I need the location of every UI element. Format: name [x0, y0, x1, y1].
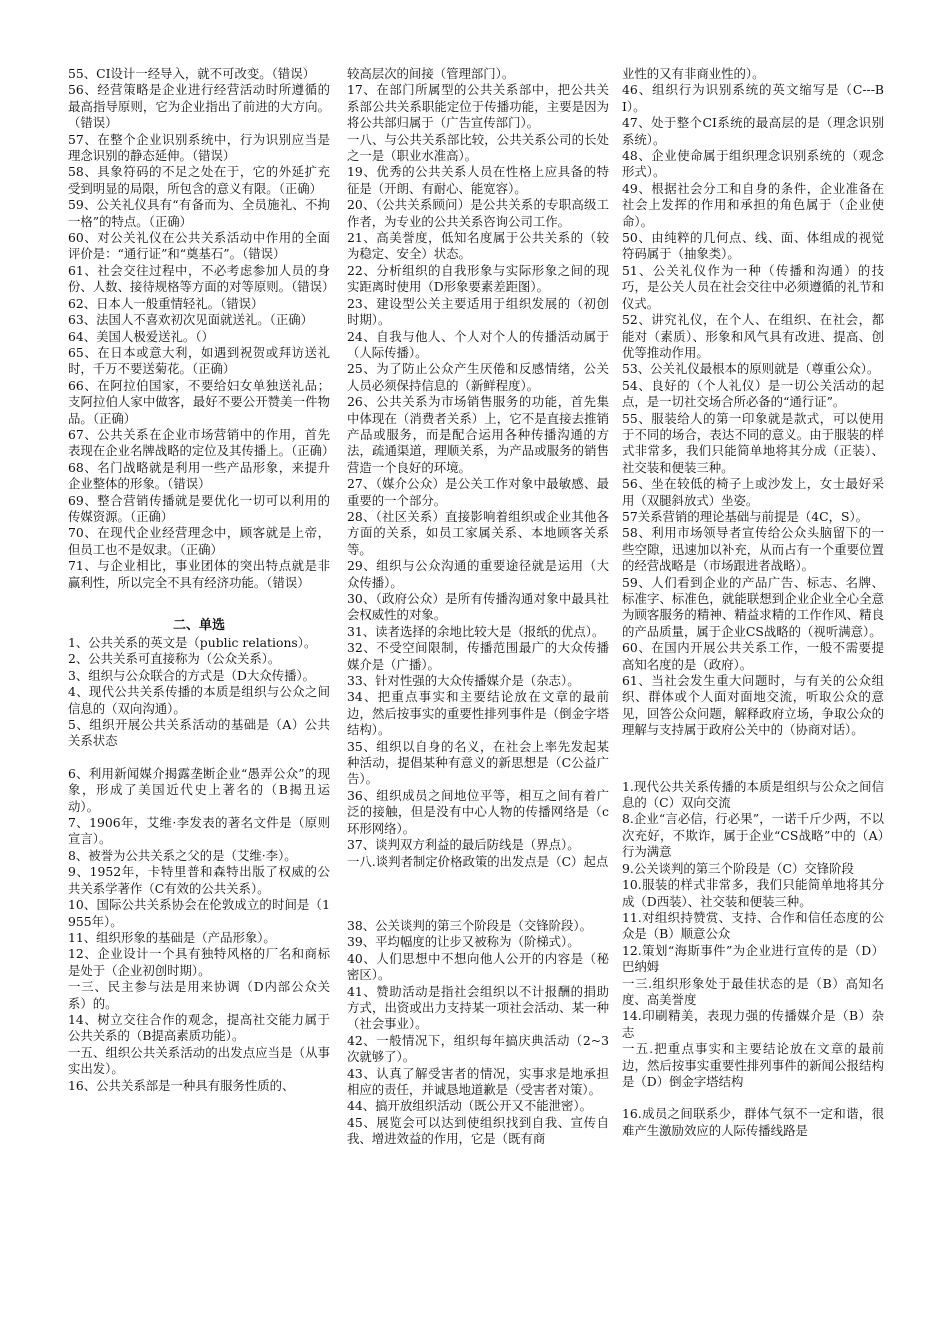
question-item: 55、CI设计一经导入，就不可改变。（错误） [68, 66, 315, 81]
question-item: 20、（公共关系顾问）是公共关系的专职高级工作者，为专业的公共关系咨询公司工作。 [347, 197, 609, 229]
question-item: 57、在整个企业识别系统中，行为识别应当是理念识别的静态延伸。（错误） [68, 131, 330, 164]
question-item: 31、读者选择的余地比较大是（报纸的优点）。 [347, 623, 605, 639]
question-item: 21、高美誉度，低知名度属于公共关系的（较为稳定、安全）状态。 [347, 230, 609, 262]
question-item: 39、平均幅度的让步又被称为（阶梯式）。 [347, 934, 580, 950]
question-item: 14.印刷精美，表现力强的传播媒介是（B）杂志 [622, 1008, 884, 1040]
column-3 [622, 66, 884, 1139]
question-item: 47、处于整个CI系统的最高层的是（理念识别系统）。 [622, 115, 884, 147]
question-item: 60、对公关礼仪在公共关系活动中作用的全面评价是：“通行证”和“奠基石”。（错误） [68, 230, 330, 262]
question-item: 一五、组织公共关系活动的出发点应当是（从事实出发）。 [68, 1044, 330, 1077]
column-2 [347, 66, 609, 1148]
question-item: 8.企业“言必信，行必果”，一诺千斤少两，不以次充好，不欺诈，属于企业“CS战略”中的（A）行为满意 [622, 811, 884, 860]
question-item: 67、公共关系在企业市场营销中的作用，首先表现在企业名牌战略的定位及其传播上。（正确） [68, 426, 335, 459]
question-item: 一三、民主参与法是用来协调（D内部公众关系）的。 [68, 979, 330, 1011]
question-item: 58、具象符码的不足之处在于，它的外延扩充受到明显的局限，所包含的意义有限。（正确） [68, 164, 330, 196]
question-item: 11、组织形象的基础是（产品形象）。 [68, 929, 276, 945]
question-item: 52、讲究礼仪，在个人、在组织、在社会，都能对（素质）、形象和风气具有改进、提高、创优等推动作用。 [622, 312, 884, 360]
question-item: 1.现代公共关系传播的本质是组织与公众之间信息的（C）双向交流 [622, 778, 884, 811]
question-item: 19、优秀的公共关系人员在性格上应具备的特征是（开朗、有耐心、能宽容）。 [347, 164, 609, 196]
single-choice-list [622, 66, 884, 739]
question-item: 26、公共关系为市场销售服务的功能，首先集中体现在（消费者关系）上，它不是直接去推销产品或服务，而是配合运用各种传播沟通的方法，疏通渠道，理顺关系，为产品或服务的销售营造一个良好的环境。 [347, 394, 609, 475]
question-item: 46、组织行为识别系统的英文缩写是（C---BI）。 [622, 82, 884, 114]
question-item: 62、日本人一般重情轻礼。（错误） [68, 295, 264, 311]
question-item: 11.对组织持赞赏、支持、合作和信任态度的公众是（B）顺意公众 [622, 909, 884, 942]
spacer [622, 1090, 884, 1106]
question-item: 35、组织以自身的名义，在社会上率先发起某种活动，提倡某种有意义的新思想是（C公益广告）。 [347, 738, 609, 787]
question-item: 56、经营策略是企业进行经营活动时所遵循的最高指导原则，它为企业指出了前进的大方向。（错误） [68, 82, 330, 131]
question-item: 44、搞开放组织活动（既公开又不能泄密）。 [347, 1098, 592, 1114]
question-item: 5、组织开展公共关系活动的基础是（A）公共关系状态 [68, 717, 330, 749]
question-item: 一三.组织形象处于最佳状态的是（B）高知名度、高美誉度 [622, 975, 884, 1007]
question-item: 较高层次的间接（管理部门）。 [347, 66, 515, 81]
question-item: 4、现代公共关系传播的本质是组织与公众之间信息的（双向沟通）。 [68, 684, 330, 716]
question-item: 70、在现代企业经营理念中，顾客就是上帝，但员工也不是奴隶。（正确） [68, 525, 330, 557]
question-item: 12、企业设计一个具有独特风格的厂名和商标是处于（企业初创时期）。 [68, 946, 330, 978]
question-item: 65、在日本或意大利，如遇到祝贺或拜访送礼时，千万不要送菊花。（正确） [68, 344, 330, 377]
spacer [347, 870, 609, 918]
question-item: 一五.把重点事实和主要结论放在文章的最前边，然后按事实重要性排列事件的新闻公报结构是（D）倒金字塔结构 [622, 1041, 884, 1089]
single-choice-list [347, 918, 609, 1148]
question-item: 60、在国内开展公共关系工作，一般不需要提高知名度的是（政府）。 [622, 640, 884, 672]
question-item: 61、社会交往过程中，不必考虑参加人员的身份、人数、接待规格等方面的对等原则。（错误） [68, 262, 335, 295]
review-question-list [622, 779, 884, 1091]
question-item: 50、由纯粹的几何点、线、面、体组成的视觉符码属于（抽象类）。 [622, 230, 884, 262]
question-item: 42、一般情况下，组织每年搞庆典活动（2~3次就够了）。 [347, 1032, 609, 1065]
question-item: 59、公关礼仪具有“有备而为、全员施礼、不拘一格”的特点。（正确） [68, 197, 330, 229]
question-item: 56、坐在较低的椅子上或沙发上，女士最好采用（双腿斜放式）坐姿。 [622, 476, 884, 508]
question-item: 37、谈判双方利益的最后防线是（界点）。 [347, 837, 580, 853]
question-item: 40、人们思想中不想向他人公开的内容是（秘密区）。 [347, 950, 609, 983]
question-item: 9、1952年，卡特里普和森特出版了权威的公共关系学著作（C有效的公共关系）。 [68, 864, 330, 896]
question-item: 28、（社区关系）直接影响着组织或企业其他各方面的关系，如员工家属关系、本地顾客关系等。 [347, 508, 609, 557]
question-item: 9.公关谈判的第三个阶段是（C）交锋阶段 [622, 860, 854, 876]
single-choice-list [68, 635, 330, 1094]
question-item: 17、在部门所属型的公共关系部中，把公共关系部公共关系职能定位于传播功能，主要是因为将公共部归属于（广告宣传部门）。 [347, 82, 609, 131]
blank-line [68, 750, 330, 766]
question-item: 61、当社会发生重大问题时，与有关的公众组织、群体或个人面对面地交流，听取公众的意见，回答公众问题，解释政府立场，争取公众的理解与支持属于政府公关中的（协商对话）。 [622, 673, 884, 738]
document-page [68, 66, 888, 1330]
question-item: 8、被誉为公共关系之父的是（艾维·李）。 [68, 847, 297, 863]
question-item: 7、1906年，艾维·李发表的著名文件是（原则宣言）。 [68, 815, 330, 847]
question-item: 2、公共关系可直接称为（公众关系）。 [68, 651, 281, 667]
question-item: 3、组织与公众联合的方式是（D大众传播）。 [68, 667, 316, 683]
question-item: 29、组织与公众沟通的重要途径就是运用（大众传播）。 [347, 558, 609, 590]
question-item: 66、在阿拉伯国家，不要给妇女单独送礼品；支阿拉伯人家中做客，最好不要公开赞美一件物品。（正确） [68, 377, 330, 426]
question-item: 45、展览会可以达到使组织找到自我、宣传自我、增进效益的作用，它是（既有商 [347, 1114, 609, 1147]
question-item: 58、利用市场领导者宣传给公众头脑留下的一些空隙，迅速加以补充，从而占有一个重要位置的经营战略是（市场跟进者战略）。 [622, 525, 884, 574]
review-question-list [622, 1106, 884, 1139]
question-item: 6、利用新闻媒介揭露垄断企业“愚弄公众”的现象，形成了美国近代史上著名的（B揭丑运动）。 [68, 765, 330, 814]
question-item: 64、美国人极爱送礼。（） [68, 328, 214, 344]
question-item: 1、公共关系的英文是（public relations）。 [68, 635, 317, 650]
spacer [622, 739, 884, 779]
question-item: 57关系营销的理论基础与前提是（4C，S）。 [622, 508, 869, 524]
question-item: 48、企业使命属于组织理念识别系统的（观念形式）。 [622, 148, 884, 180]
question-item: 68、名门战略就是利用一些产品形象，来提升企业整体的形象。（错误） [68, 459, 330, 492]
question-item: 10、国际公共关系协会在伦敦成立的时间是（1955年）。 [68, 897, 330, 929]
true-false-list [68, 66, 335, 591]
question-item: 业性的又有非商业性的）。 [622, 66, 765, 81]
question-item: 一八.谈判者制定价格政策的出发点是（C）起点 [347, 853, 609, 869]
question-item: 14、树立交往合作的观念，提高社交能力属于公共关系的（B提高素质功能）。 [68, 1011, 330, 1044]
question-item: 27、（媒介公众）是公关工作对象中最敏感、最重要的一个部分。 [347, 476, 609, 508]
question-item: 36、组织成员之间地位平等，相互之间有着广泛的接触，但是没有中心人物的传播网络是（c环形网络）。 [347, 787, 609, 836]
single-choice-list [347, 66, 609, 870]
column-1 [68, 66, 335, 1094]
question-item: 16.成员之间联系少，群体气氛不一定和谐，很难产生激励效应的人际传播线路是 [622, 1106, 884, 1138]
question-item: 23、建设型公关主要适用于组织发展的（初创时期）。 [347, 295, 609, 328]
question-item: 53、公关礼仪最根本的原则就是（尊重公众）。 [622, 361, 880, 377]
question-item: 一八、与公共关系部比较，公共关系公司的长处之一是（职业水准高）。 [347, 131, 609, 164]
question-item: 55、服装给人的第一印象就是款式，可以使用于不同的场合，表达不同的意义。由于服装的样式非常多，我们只能简单地将其分成（正装）、社交装和便装三种。 [622, 410, 884, 475]
question-item: 69、整合营销传播就是要优化一切可以利用的传媒资源。（正确） [68, 492, 330, 524]
question-item: 59、人们看到企业的产品广告、标志、名牌、标准字、标准色，就能联想到企业企业全心全意为顾客服务的精神、精益求精的工作作风、精良的产品质量，属于企业CS战略的（视听满意）。 [622, 574, 884, 639]
question-item: 25、为了防止公众产生厌倦和反感情绪，公关人员必须保持信息的（新鲜程度）。 [347, 361, 609, 393]
question-item: 24、自我与他人、个人对个人的传播活动属于（人际传播）。 [347, 328, 609, 360]
question-item: 22、分析组织的自我形象与实际形象之间的现实距离时使用（D形象要素差距图）。 [347, 262, 609, 295]
question-item: 12.策划“海斯事件”为企业进行宣传的是（D）巴纳姆 [622, 942, 884, 975]
question-item: 30、（政府公众）是所有传播沟通对象中最具社会权威性的对象。 [347, 591, 609, 623]
question-item: 10.服装的样式非常多，我们只能简单地将其分成（D西装）、社交装和便装三种。 [622, 877, 884, 909]
question-item: 49、根据社会分工和自身的条件，企业准备在社会上发挥的作用和承担的角色属于（企业使命）。 [622, 180, 884, 229]
question-item: 41、赞助活动是指社会组织以不计报酬的捐助方式，出资或出力支持某一项社会活动、某一种（社会事业）。 [347, 983, 609, 1032]
question-item: 51、公关礼仪作为一种（传播和沟通）的技巧，是公关人员在社会交往中必须遵循的礼节和仪式。 [622, 262, 884, 311]
question-item: 54、良好的（个人礼仪）是一切公关活动的起点，是一切社交场合所必备的“通行证”。 [622, 377, 884, 410]
question-item: 71、与企业相比，事业团体的突出特点就是非赢利性，所以完全不具有经济功能。（错误） [68, 558, 330, 590]
question-item: 16、公共关系部是一种具有服务性质的、 [68, 1077, 295, 1093]
question-item: 34、把重点事实和主要结论放在文章的最前边，然后按事实的重要性排列事件是（倒金字塔结构）。 [347, 689, 609, 738]
question-item: 32、不受空间限制，传播范围最广的大众传播媒介是（广播）。 [347, 640, 609, 672]
section-heading: 二、单选 [172, 618, 225, 633]
question-item: 63、法国人不喜欢初次见面就送礼。（正确） [68, 312, 313, 328]
question-item: 43、认真了解受害者的情况，实事求是地承担相应的责任，并诚恳地道歉是（受害者对策）。 [347, 1065, 609, 1097]
question-item: 38、公关谈判的第三个阶段是（交锋阶段）。 [347, 917, 592, 933]
question-item: 33、针对性强的大众传播媒介是（杂志）。 [347, 673, 580, 689]
